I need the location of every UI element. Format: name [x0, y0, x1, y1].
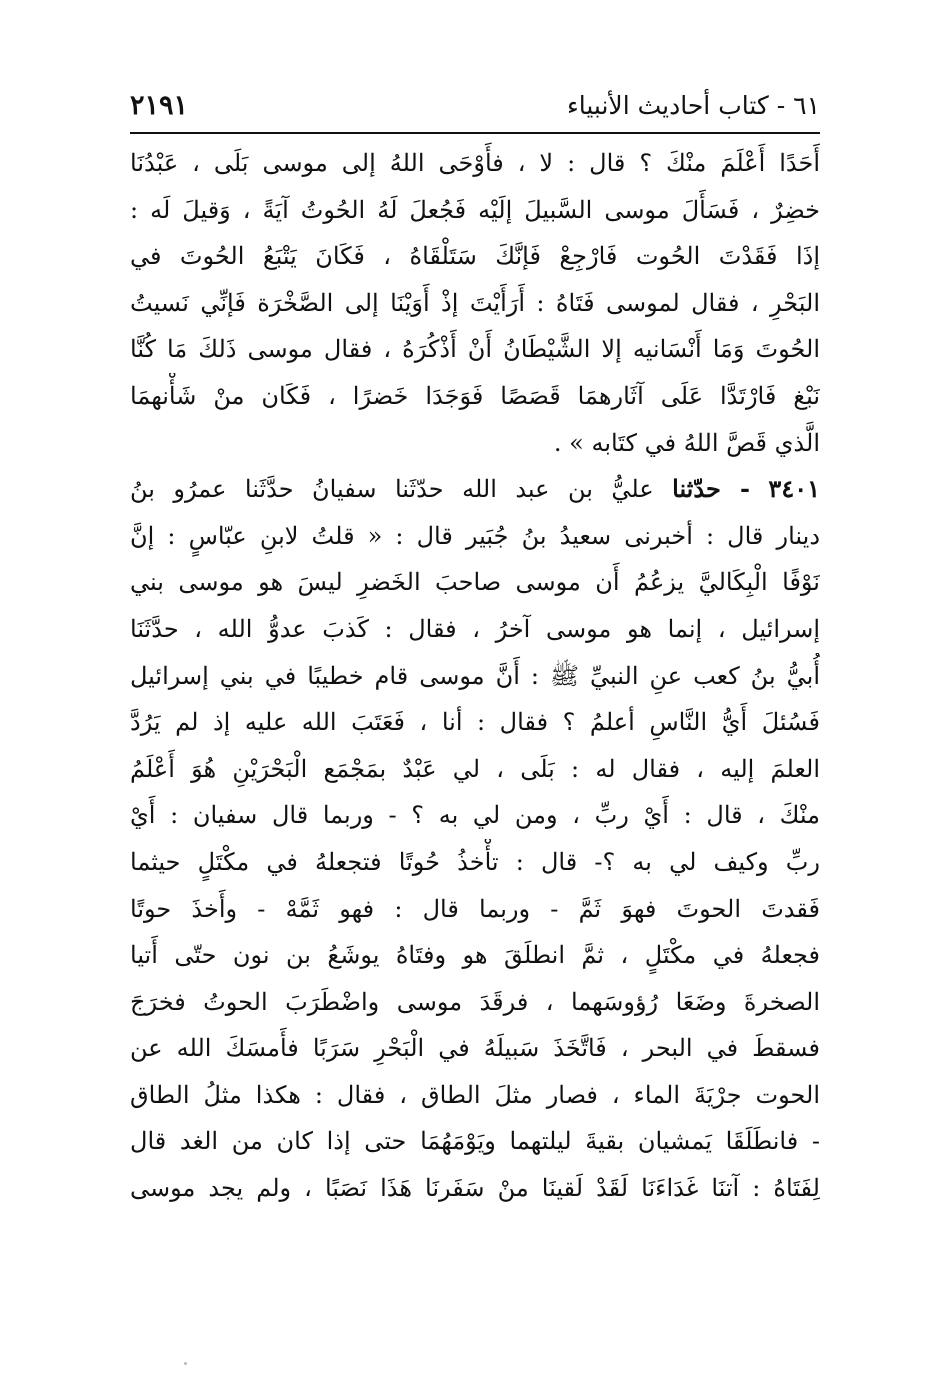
text-line: الحُوتَ وَمَا أَنْسَانيه إلا الشَّيْطَانُ أَنْ أَذْكُرَهُ ، فقال موسى ذَلكَ مَا كُنَّا: [130, 335, 820, 364]
text-line: لِفَتَاهُ : آتنَا غَدَاءَنَا لَقَدْ لَقينَا منْ سَفَرنَا هَذَا نَصَبًا ، ولم يجد موسى: [130, 1174, 820, 1203]
text-line: إذَا فَقَدْتَ الحُوت فَارْجِعْ فَإنَّكَ سَتَلْقَاهُ ، فَكَانَ يَتْبَعُ الحُوتَ في: [130, 242, 820, 271]
text-line: نَبْغ فَارْتَدَّا عَلَى آثَارهمَا قَصَصًا فَوَجَدَا خَضرًا ، فَكَان منْ شَأْنهمَا: [130, 381, 820, 410]
text-line: أَحَدًا أَعْلَمَ منْكَ ؟ قال : لا ، فأَوْحَى اللهُ إلى موسى بَلَى ، عَبْدُنَا: [130, 149, 820, 177]
text-line: دينار قال : أخبرنى سعيدُ بنُ جُبَير قال : « قلتُ لابنِ عبّاسٍ : إنَّ: [130, 521, 820, 550]
text-line: ربِّ وكيف لي به ؟- قال : تأْخذُ حُوتًا فتجعلهُ في مكْتَلٍ حيثما: [130, 847, 820, 876]
running-header: [130, 88, 820, 128]
text-line: العلمَ إليه ، فقال له : بَلَى ، لي عَبْدٌ بمَجْمَع الْبَحْرَيْنِ هُوَ أَعْلَمُ: [130, 754, 820, 783]
text-line: - فانطَلَقَا يَمشيان بقيةَ ليلتهما ويَوْمَهُمَا حتى إذا كان من الغد قال: [130, 1127, 820, 1156]
text-line: خضِرٌ ، فَسَأَلَ موسى السَّبيلَ إلَيْه فَجُعلَ لَهُ الحُوتُ آيَةً ، وَقيلَ لَه :: [130, 195, 820, 224]
hadith-paragraph: [130, 466, 820, 1212]
text-line: أُبيُّ بنُ كعب عنِ النبيِّ ﷺ : أَنَّ موسى قام خطيبًا في بني إسرائيل: [130, 661, 820, 690]
text-line: الحوت جرْيَةَ الماء ، فصار مثلَ الطاق ، فقال : هكذا مثلُ الطاق: [130, 1080, 820, 1109]
text-line: فَسُئلَ أَيُّ النَّاسِ أعلمُ ؟ فقال : أنا ، فَعَتَبَ الله عليه إذ لم يَرُدَّ: [130, 708, 820, 737]
hadith-first-line: [130, 466, 820, 513]
text-line: نَوْفًا الْبِكَاليَّ يزعُمُ أَن موسى صاحبَ الخَضرِ ليسَ هو موسى بني: [130, 568, 820, 597]
text-line: فَقدتَ الحوتَ فهوَ ثَمَّ - وربما قال : فهو ثَمَّهْ - وأَخذَ حوتًا: [130, 894, 820, 923]
text-line: الَّذي قَصَّ اللهُ في كتَابه » .: [553, 428, 820, 457]
text-line: منْكَ ، قال : أَيْ ربِّ ، ومن لي به ؟ - وربما قال سفيان : أَيْ: [130, 801, 820, 830]
paragraph-continued: [130, 140, 820, 466]
hadith-opening: - حدّثنا: [672, 474, 750, 504]
text-line: فسقطَ في البحر ، فَاتَّخَذَ سَبيلَهُ في الْبَحْرِ سَرَبًا فأَمسَكَ الله عن: [130, 1034, 820, 1063]
text-line: الصخرةَ وضَعَا رُؤوسَهما ، فرقَدَ موسى واضْطَرَبَ الحوتُ فخرَجَ: [130, 987, 820, 1016]
hadith-first-line-text: عليُّ بن عبد الله حدّثَنا سفيانُ حدَّثَنا عمرُو بنُ: [130, 475, 654, 504]
text-line: البَحْرِ ، فقال لموسى فَتَاهُ : أَرَأَيْتَ إذْ أَوَيْنَا إلى الصَّخْرَة فَإنِّي نَسيتُ: [130, 288, 820, 317]
chapter-title: ٦١ - كتاب أحاديث الأنبياء: [567, 91, 820, 120]
hadith-number: ٣٤٠١: [768, 474, 820, 504]
text-line: إسرائيل ، إنما هو موسى آخرُ ، فقال : كَذبَ عدوُّ الله ، حدَّثَنَا: [130, 614, 820, 643]
page-number: ٢١٩١: [130, 90, 189, 121]
page-body: [130, 140, 820, 1212]
text-line: فجعلهُ في مكْتَلٍ ، ثمَّ انطلَقَ هو وفتَاهُ يوشَعُ بن نون حتّى أَتيا: [130, 941, 820, 970]
header-divider: [130, 132, 820, 134]
scan-speck: [184, 1362, 187, 1365]
